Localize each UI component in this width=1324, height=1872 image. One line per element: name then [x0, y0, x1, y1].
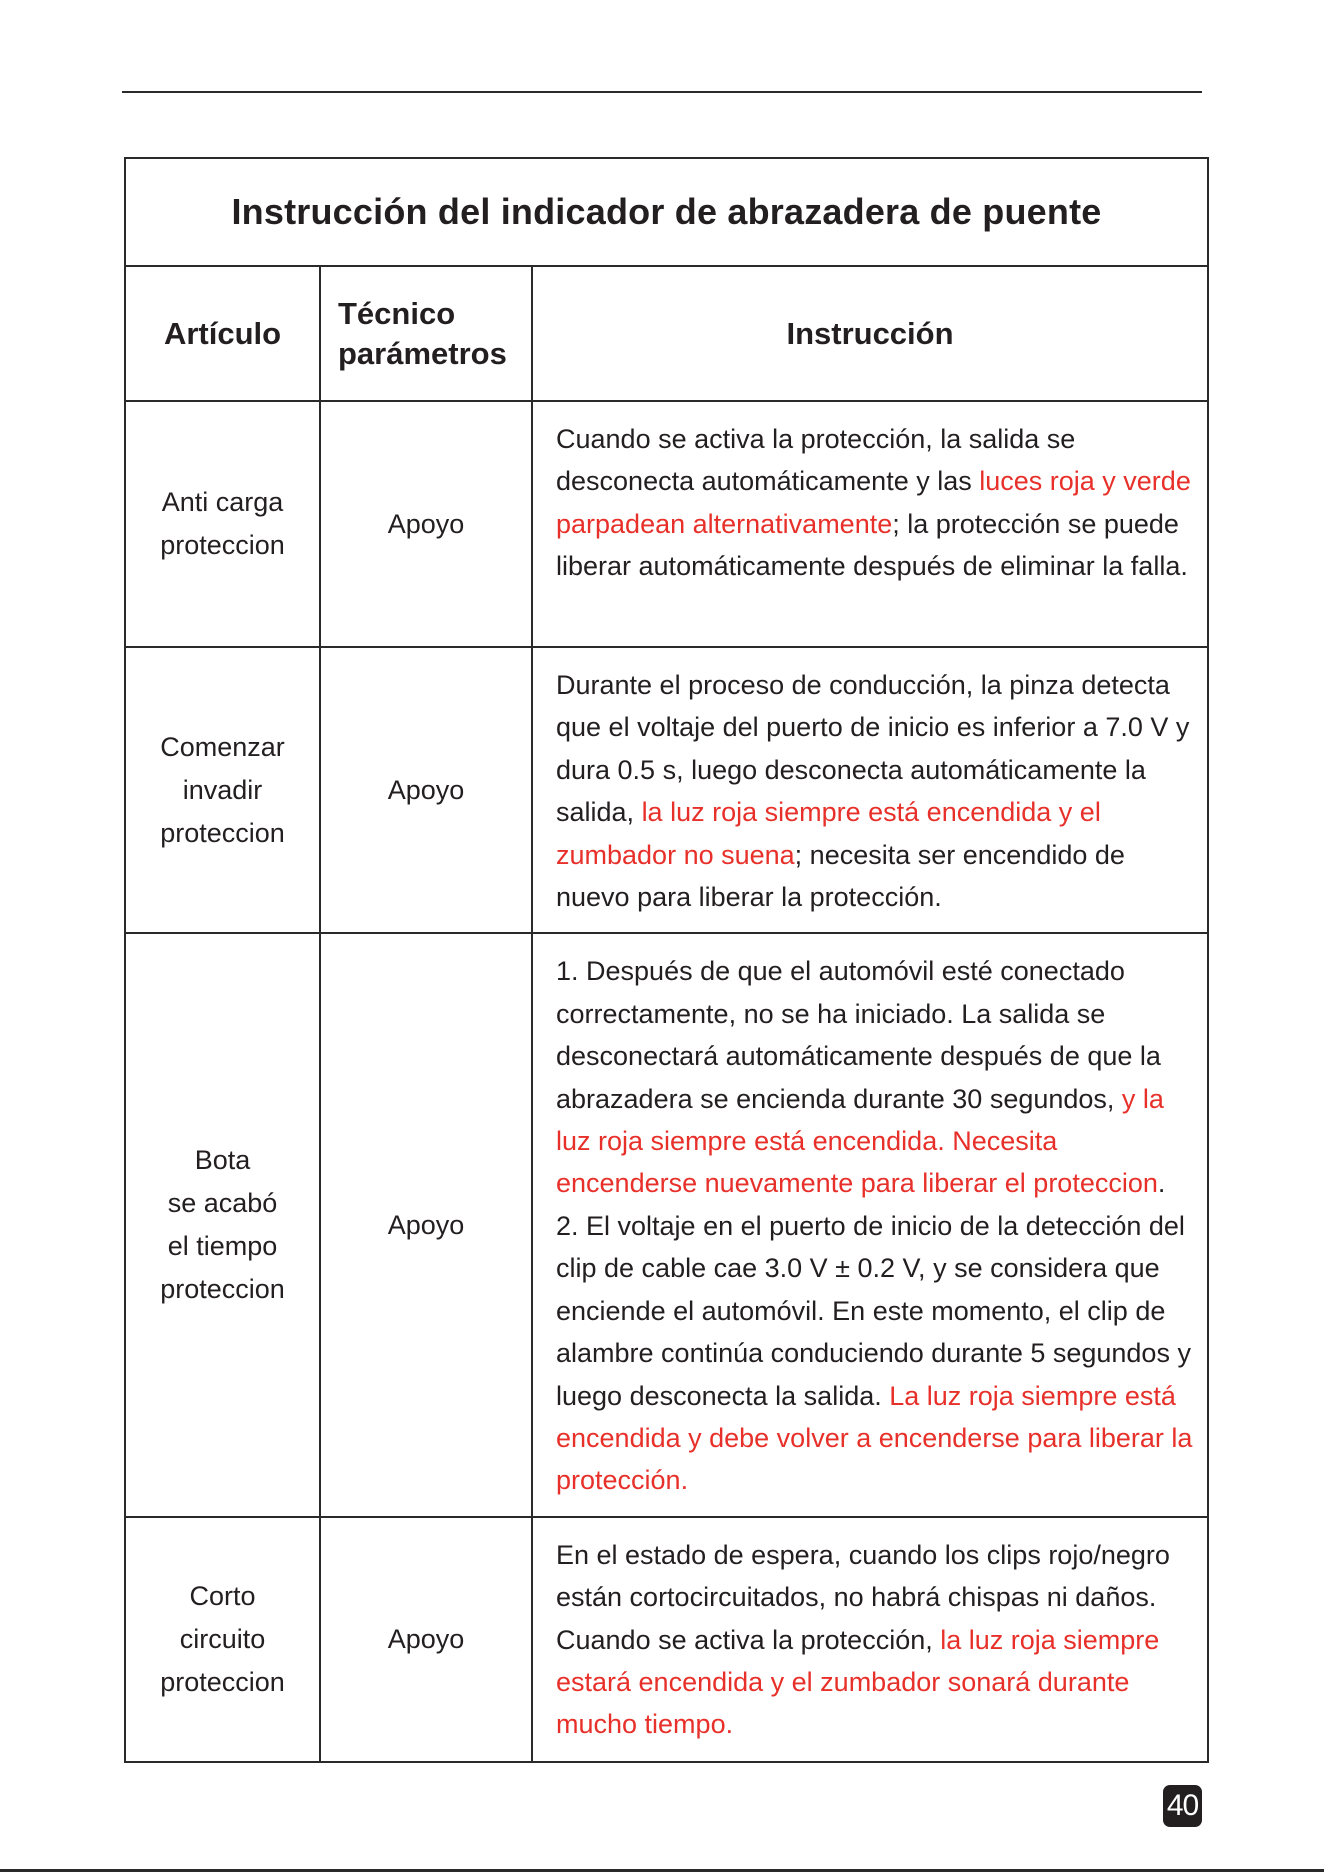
highlight-text: y la luz roja siempre está encendida. Necesita encenderse nuevamente para liberar el proteccion — [556, 1083, 1164, 1199]
row-item — [125, 647, 320, 933]
indicator-instruction-table — [124, 157, 1207, 1763]
row-item-line: Anti carga — [161, 487, 284, 517]
row-param: Apoyo — [320, 1517, 532, 1762]
row-item — [125, 933, 320, 1516]
highlight-text: la luz roja siempre está encendida y el zumbador no suena — [556, 797, 1101, 870]
table-title: Instrucción del indicador de abrazadera de puente — [125, 158, 1208, 266]
highlight-text: la luz roja siempre estará encendida y el zumbador sonará durante mucho tiempo. — [556, 1624, 1160, 1740]
row-description — [532, 933, 1208, 1516]
row-item-line: Comenzar — [160, 731, 285, 762]
row-description — [532, 647, 1208, 933]
row-item-line: proteccion — [160, 817, 285, 848]
description-text: ; necesita ser encendido de nuevo para liberar la protección. — [556, 839, 1125, 913]
row-description — [532, 1517, 1208, 1762]
instruction-table — [124, 157, 1209, 1763]
description-text: ; la protección se puede liberar automáticamente después de eliminar la falla. — [556, 508, 1188, 582]
header-item: Artículo — [125, 266, 320, 401]
description-text: 1. Después de que el automóvil esté conectado correctamente, no se ha iniciado. La salida se desconectará automáticamente después de que la abrazadera se encienda durante 30 segundos, — [556, 956, 1161, 1114]
description-text: Durante el proceso de conducción, la pinza detecta que el voltaje del puerto de inicio es inferior a 7.0 V y dura 0.5 s, luego desconecta automáticamente la salida, — [556, 670, 1190, 828]
description-text: 2. El voltaje en el puerto de inicio de la detección del clip de cable cae 3.0 V ± 0.2 V, y se considera que enciende el automóvil. En este momento, el clip de alambre continúa conduciendo durante 5 segundos y luego desconecta la salida. — [556, 1210, 1191, 1411]
highlight-text: luces roja y verde parpadean alternativamente — [556, 466, 1191, 539]
row-description — [532, 401, 1208, 647]
row-item-line: proteccion — [160, 1274, 285, 1305]
row-item-line: Bota — [194, 1145, 251, 1176]
table-row — [125, 1517, 1208, 1762]
header-params — [320, 266, 532, 401]
row-item-line: invadir — [182, 774, 263, 805]
description-text: Cuando se activa la protección, la salida se desconecta automáticamente y las — [556, 424, 1076, 497]
row-item-line: circuito — [179, 1623, 266, 1654]
description-text: En el estado de espera, cuando los clips rojo/negro están cortocircuitados, no habrá chispas ni daños. Cuando se activa la protección, — [556, 1539, 1170, 1655]
table-row — [125, 401, 1208, 647]
header-instruction: Instrucción — [532, 266, 1208, 401]
row-item-line: proteccion — [160, 530, 285, 560]
table-row — [125, 647, 1208, 933]
table-row — [125, 933, 1208, 1516]
row-param: Apoyo — [320, 933, 532, 1516]
row-item-line: Corto — [189, 1580, 256, 1611]
highlight-text: La luz roja siempre está encendida y debe volver a encenderse para liberar la protección. — [556, 1380, 1193, 1496]
row-item — [125, 1517, 320, 1762]
header-params-line2: parámetros — [338, 335, 507, 371]
top-rule — [122, 91, 1202, 93]
row-param: Apoyo — [320, 647, 532, 933]
row-param: Apoyo — [320, 401, 532, 647]
page-number: 40 — [1163, 1785, 1202, 1827]
row-item-line: proteccion — [160, 1666, 285, 1697]
row-item-line: se acabó — [167, 1188, 278, 1219]
header-params-line1: Técnico — [338, 295, 456, 331]
row-item-line: el tiempo — [167, 1231, 278, 1262]
row-item — [125, 401, 320, 647]
description-text: . — [1157, 1168, 1166, 1199]
